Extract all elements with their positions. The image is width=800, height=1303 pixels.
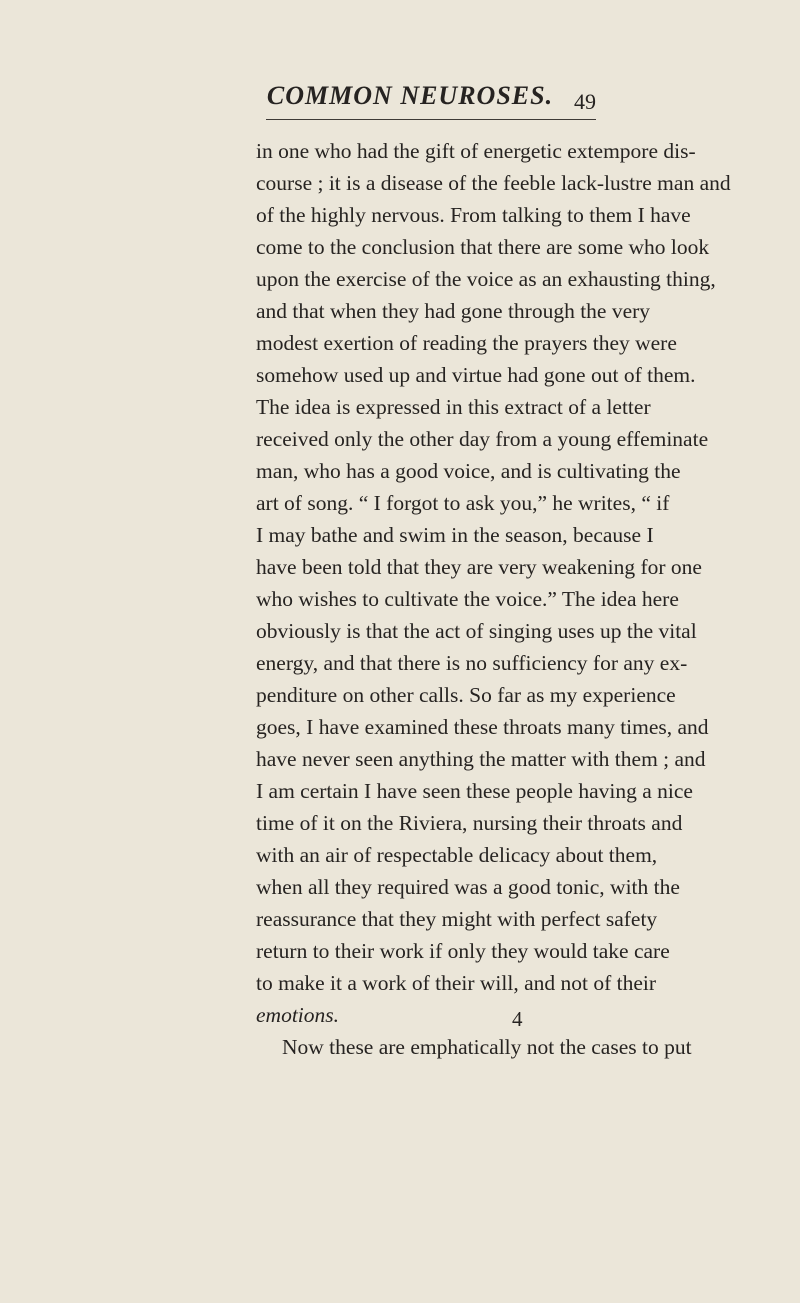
- text-line: obviously is that the act of singing uses up the vital: [256, 619, 697, 643]
- page-header: [0, 0, 800, 130]
- text-line: somehow used up and virtue had gone out of them.: [256, 363, 696, 387]
- text-line: modest exertion of reading the prayers they were: [256, 331, 677, 355]
- text-line: energy, and that there is no sufficiency for any ex-: [256, 651, 688, 675]
- text-line: who wishes to cultivate the voice.” The idea here: [256, 587, 679, 611]
- signature-mark: 4: [512, 1007, 523, 1031]
- text-line: course ; it is a disease of the feeble lack-lustre man and: [256, 171, 731, 195]
- paragraph-start-line: Now these are emphatically not the cases to put: [282, 1035, 692, 1059]
- text-line: art of song. “ I forgot to ask you,” he writes, “ if: [256, 491, 670, 515]
- text-line: reassurance that they might with perfect safety: [256, 907, 658, 931]
- text-line: goes, I have examined these throats many times, and: [256, 715, 709, 739]
- text-line: I may bathe and swim in the season, because I: [256, 523, 654, 547]
- text-line: have never seen anything the matter with them ; and: [256, 747, 706, 771]
- text-line: with an air of respectable delicacy about them,: [256, 843, 658, 867]
- text-line: time of it on the Riviera, nursing their throats and: [256, 811, 683, 835]
- text-line: The idea is expressed in this extract of a letter: [256, 395, 651, 419]
- text-line-italic: emotions.: [256, 1003, 340, 1027]
- text-line: to make it a work of their will, and not of their: [256, 971, 657, 995]
- page-number: 49: [574, 89, 596, 114]
- text-line: I am certain I have seen these people having a nice: [256, 779, 693, 803]
- text-line: received only the other day from a young effeminate: [256, 427, 709, 451]
- text-line: of the highly nervous. From talking to them I have: [256, 203, 691, 227]
- text-line: and that when they had gone through the very: [256, 299, 651, 323]
- text-line: in one who had the gift of energetic extempore dis-: [256, 139, 696, 163]
- text-line: have been told that they are very weakening for one: [256, 555, 702, 579]
- header-rule: [266, 119, 596, 120]
- text-line: upon the exercise of the voice as an exhausting thing,: [256, 267, 716, 291]
- text-line: when all they required was a good tonic, with the: [256, 875, 680, 899]
- running-title: COMMON NEUROSES.: [266, 81, 554, 110]
- text-line: penditure on other calls. So far as my experience: [256, 683, 676, 707]
- text-line: come to the conclusion that there are some who look: [256, 235, 710, 259]
- text-line: man, who has a good voice, and is cultivating the: [256, 459, 681, 483]
- text-line: return to their work if only they would take care: [256, 939, 670, 963]
